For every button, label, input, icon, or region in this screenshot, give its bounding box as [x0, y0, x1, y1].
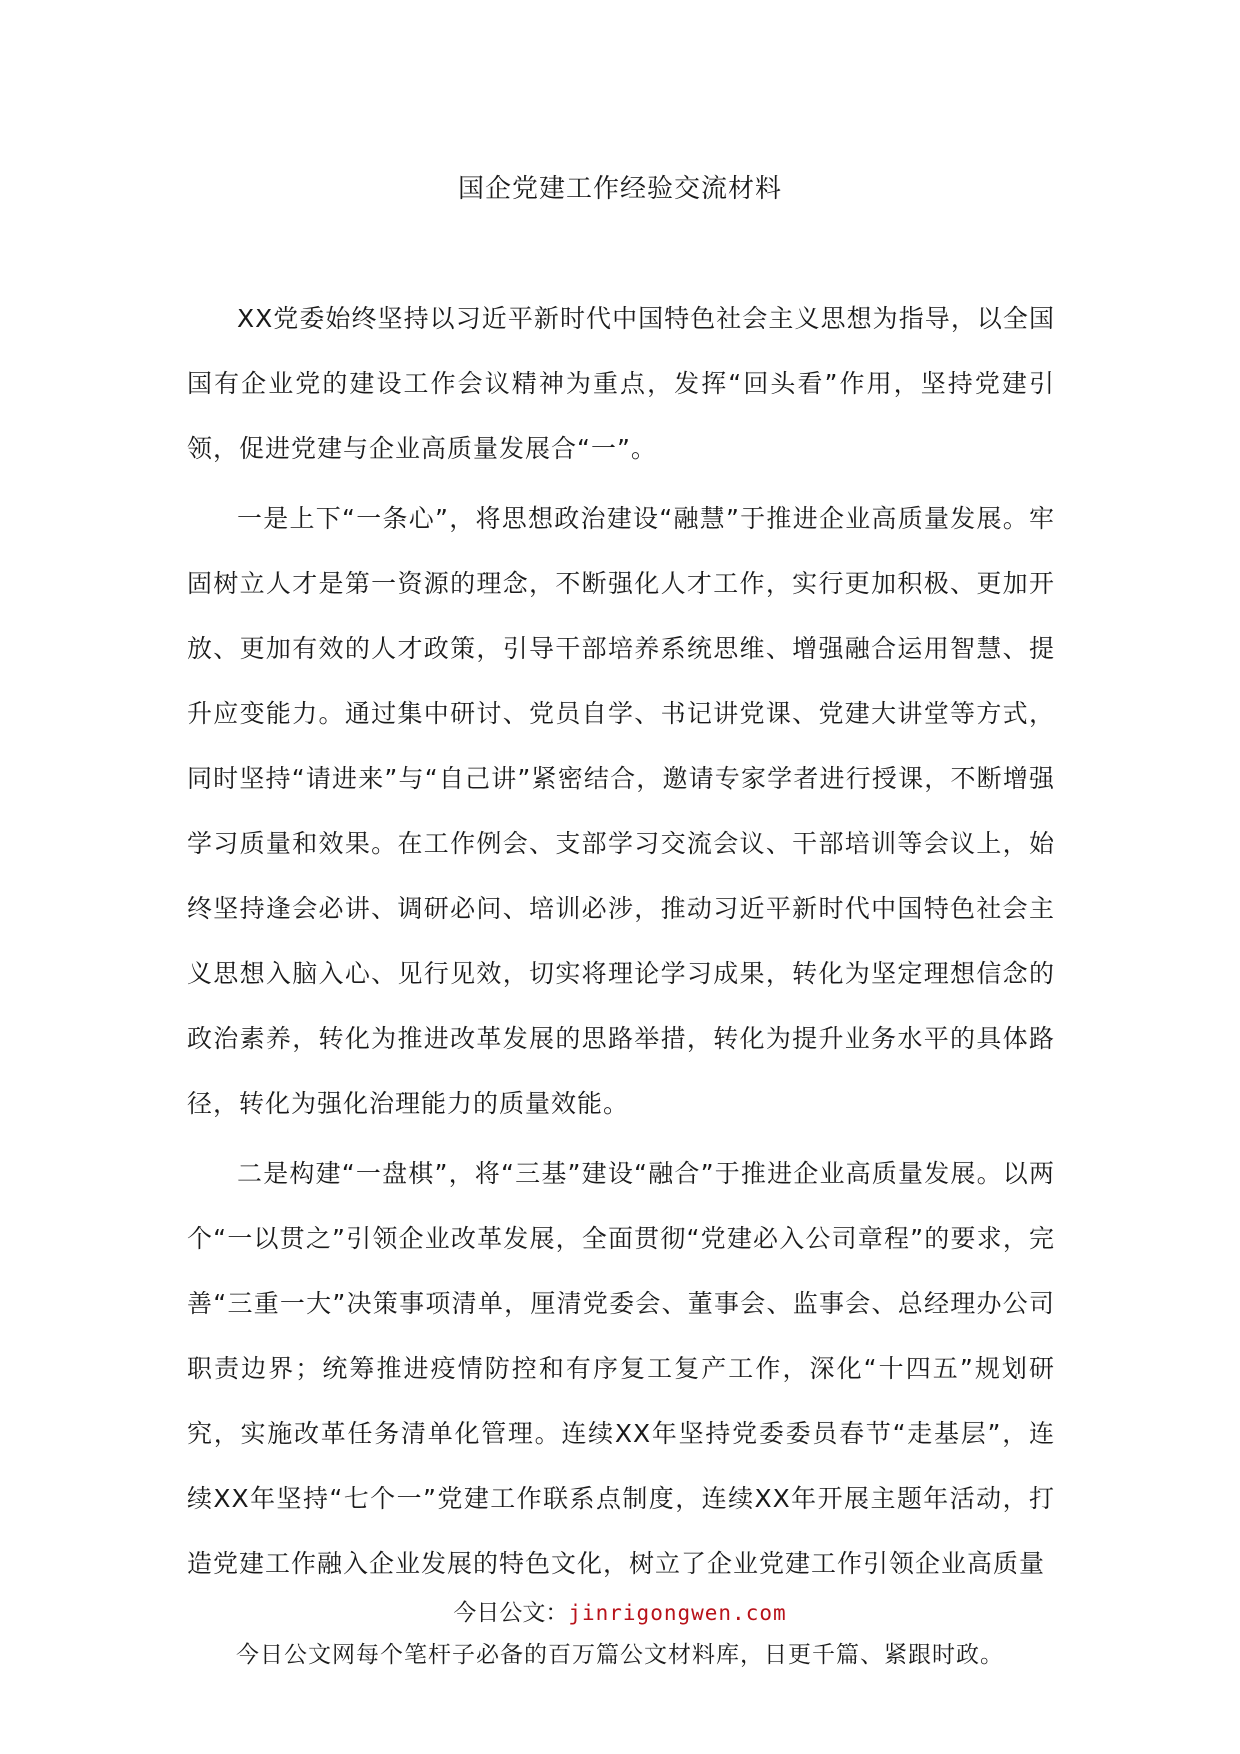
paragraph-point-two: 二是构建“一盘棋”，将“三基”建设“融合”于推进企业高质量发展。以两个“一以贯之”引领企业改革发展，全面贯彻“党建必入公司章程”的要求，完善“三重一大”决策事项清单，厘清党委会、董事会、监事会、总经理办公司职责边界；统筹推进疫情防控和有序复工复产工作，深化“十四五”规划研究，实施改革任务清单化管理。连续XX年坚持党委委员春节“走基层”，连续XX年坚持“七个一”党建工作联系点制度，连续XX年开展主题年活动，打造党建工作融入企业发展的特色文化，树立了企业党建工作引领企业高质量 — [187, 1159, 1055, 1578]
footer-slogan: 今日公文网每个笔杆子必备的百万篇公文材料库，日更千篇、紧跟时政。 — [236, 1642, 1004, 1668]
paragraph-point-one: 一是上下“一条心”，将思想政治建设“融慧”于推进企业高质量发展。牢固树立人才是第一资源的理念，不断强化人才工作，实行更加积极、更加开放、更加有效的人才政策，引导干部培养系统思维、增强融合运用智慧、提升应变能力。通过集中研讨、党员自学、书记讲党课、党建大讲堂等方式，同时坚持“请进来”与“自己讲”紧密结合，邀请专家学者进行授课，不断增强学习质量和效果。在工作例会、支部学习交流会议、干部培训等会议上，始终坚持逢会必讲、调研必问、培训必涉，推动习近平新时代中国特色社会主义思想入脑入心、见行见效，切实将理论学习成果，转化为坚定理想信念的政治素养，转化为推进改革发展的思路举措，转化为提升业务水平的具体路径，转化为强化治理能力的质量效能。 — [187, 504, 1055, 1118]
footer-site-label: 今日公文： — [453, 1600, 569, 1626]
document-title: 国企党建工作经验交流材料 — [457, 174, 782, 204]
document-body — [187, 286, 1055, 1601]
footer-site-line — [0, 1594, 1240, 1627]
paragraph-intro: XX党委始终坚持以习近平新时代中国特色社会主义思想为指导，以全国国有企业党的建设工作会议精神为重点，发挥“回头看”作用，坚持党建引领，促进党建与企业高质量发展合“一”。 — [187, 304, 1055, 463]
footer-site-url[interactable]: jinrigongwen.com — [568, 1601, 787, 1625]
